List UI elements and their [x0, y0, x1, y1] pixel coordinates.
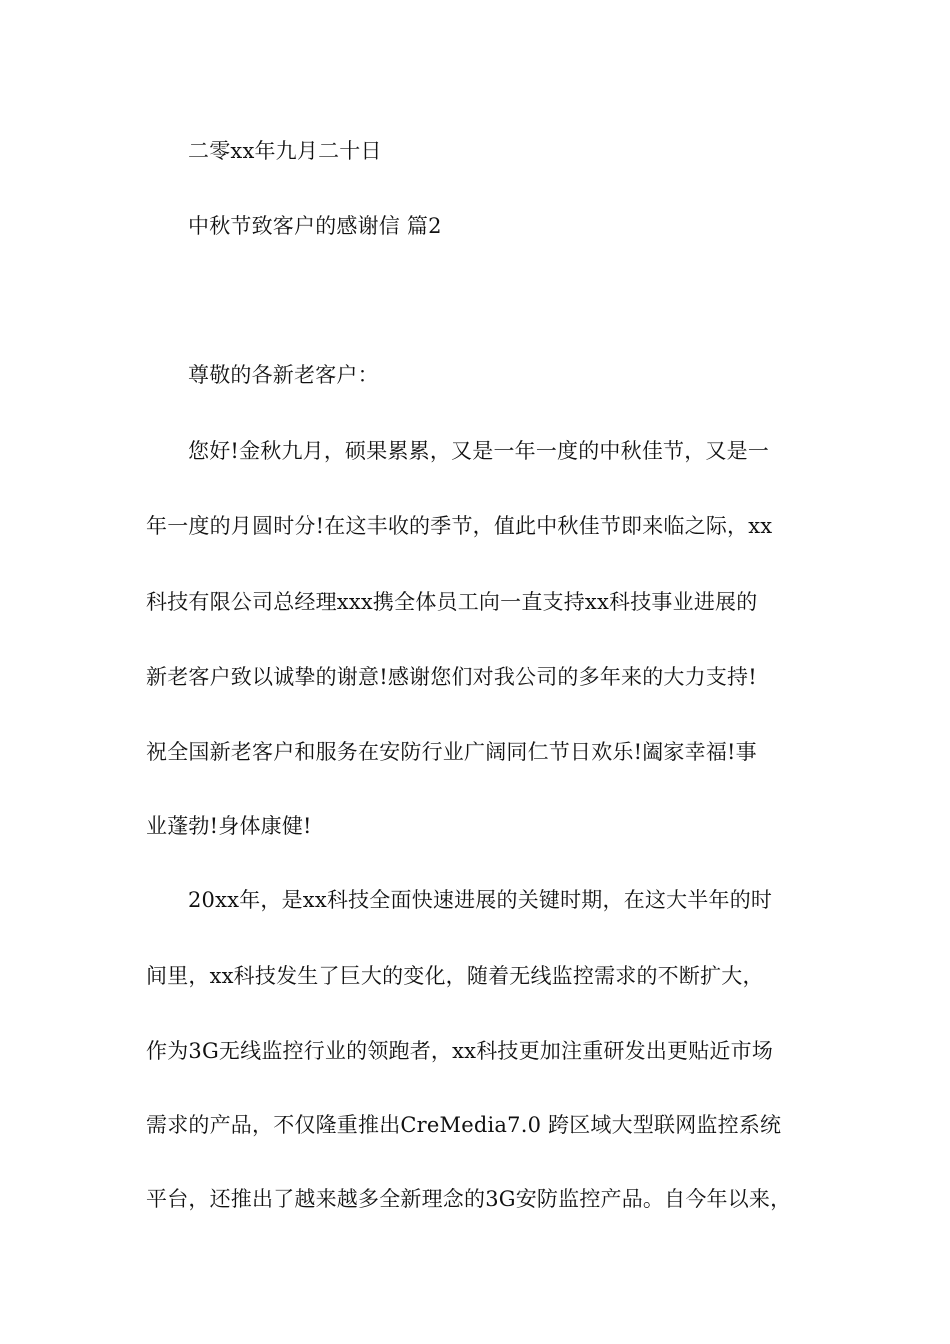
- paragraph-line: 20xx年，是xx科技全面快速进展的关键时期，在这大半年的时: [188, 888, 773, 912]
- paragraph-line: 间里，xx科技发生了巨大的变化，随着无线监控需求的不断扩大，: [146, 964, 764, 988]
- paragraph-line: 作为3G无线监控行业的领跑者，xx科技更加注重研发出更贴近市场: [146, 1039, 774, 1063]
- paragraph-line: 新老客户致以诚挚的谢意!感谢您们对我公司的多年来的大力支持!: [146, 665, 757, 689]
- paragraph-line: 平台，还推出了越来越多全新理念的3G安防监控产品。自今年以来，: [146, 1187, 792, 1211]
- paragraph-line: 需求的产品，不仅隆重推出CreMedia7.0 跨区域大型联网监控系统: [146, 1113, 782, 1137]
- letter-date: 二零xx年九月二十日: [188, 139, 382, 163]
- paragraph-line: 祝全国新老客户和服务在安防行业广阔同仁节日欢乐!阖家幸福!事: [146, 740, 757, 764]
- paragraph-line: 年一度的月圆时分!在这丰收的季节，值此中秋佳节即来临之际，xx: [146, 514, 773, 538]
- paragraph-line: 您好!金秋九月，硕果累累，又是一年一度的中秋佳节，又是一: [188, 439, 770, 463]
- paragraph-line: 业蓬勃!身体康健!: [146, 814, 312, 838]
- letter-salutation: 尊敬的各新老客户：: [188, 363, 379, 387]
- letter-title: 中秋节致客户的感谢信 篇2: [188, 214, 442, 238]
- paragraph-line: 科技有限公司总经理xxx携全体员工向一直支持xx科技事业进展的: [146, 590, 758, 614]
